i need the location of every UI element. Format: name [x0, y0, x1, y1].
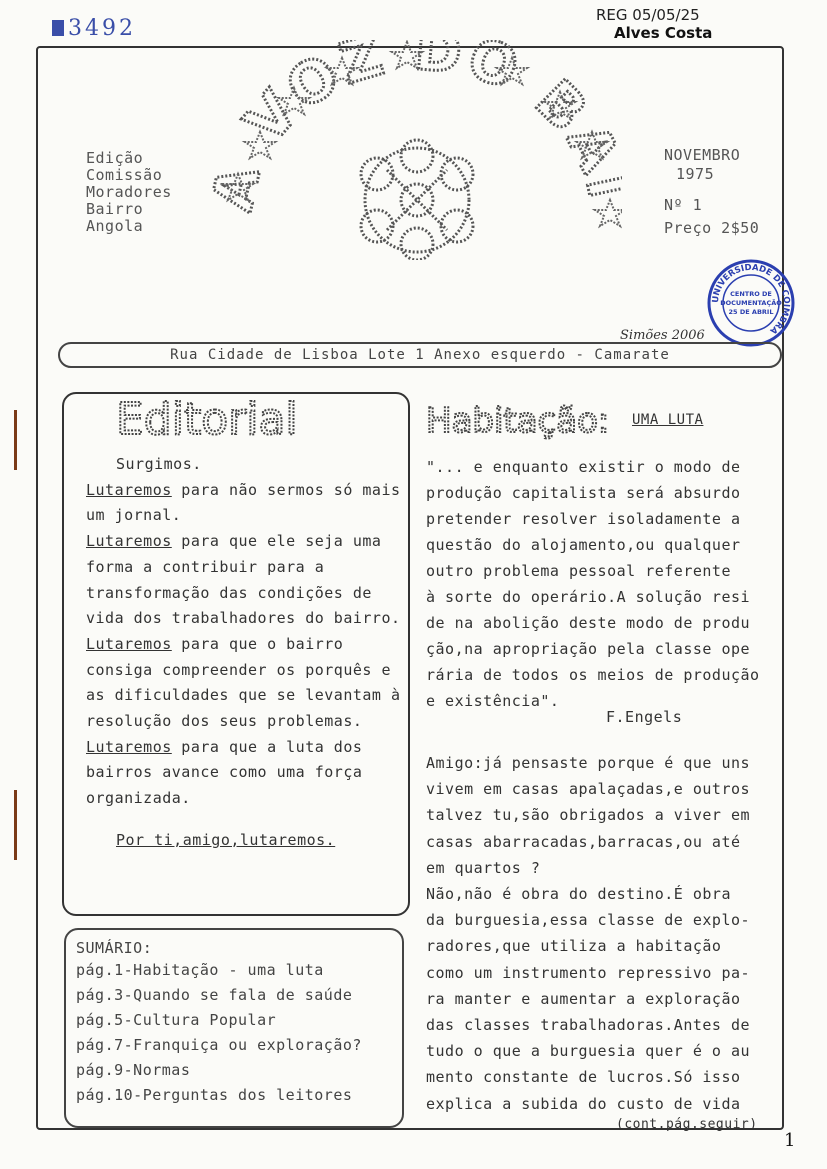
article-line: em quartos ?	[426, 858, 541, 877]
article-subtitle: UMA LUTA	[632, 412, 704, 428]
editorial-heading-text: Editorial	[116, 394, 298, 444]
archive-mark-icon	[52, 20, 64, 36]
quote-author: F.Engels	[606, 708, 683, 726]
article-line: Amigo:já pensaste porque é que uns	[426, 754, 751, 772]
article-line: talvez tu,são obrigados a viver em	[426, 806, 751, 825]
article-heading	[426, 396, 636, 446]
summary-title: SUMÁRIO:	[76, 939, 153, 957]
issue-block	[664, 146, 759, 238]
address-bar: Rua Cidade de Lisboa Lote 1 Anexo esquerdo - Camarate	[58, 342, 782, 368]
summary-item: pág.9-Normas	[76, 1061, 191, 1079]
publisher-line: Bairro	[86, 200, 144, 218]
editorial-paragraph	[86, 632, 406, 735]
paragraph-text: para que a luta dos bairros avance como uma força organizada.	[86, 737, 363, 808]
editorial-heading	[114, 392, 334, 448]
svg-text:A VOZ DO BAIRRO: VOZ DO B	[233, 40, 602, 156]
editorial-paragraph	[86, 452, 406, 478]
summary-item: pág.5-Cultura Popular	[76, 1011, 277, 1029]
publisher-line: Angola	[86, 217, 144, 235]
archive-number-text: 3492	[68, 16, 136, 41]
editorial-closing: Por ti,amigo,lutaremos.	[116, 830, 336, 849]
quote-line: ção,na apropriação pela classe ope	[426, 640, 751, 658]
article-heading-art	[426, 396, 636, 442]
publisher-line: Moradores	[86, 183, 172, 201]
editorial-heading-art	[114, 392, 334, 444]
article-line: mento constante de lucros.Só isso	[426, 1068, 741, 1087]
quote-line: pretender resolver isoladamente a	[426, 510, 741, 528]
article-line: tudo o que a burguesia quer é o au	[426, 1042, 751, 1061]
summary-body	[76, 938, 396, 1108]
article-line: das classes trabalhadoras.Antes de	[426, 1016, 751, 1035]
svg-text:CENTRO DE: CENTRO DE	[730, 290, 772, 298]
issue-price: Preço 2$50	[664, 219, 760, 237]
archive-stamp	[706, 258, 796, 348]
editorial-paragraph	[86, 478, 406, 529]
paragraph-text: para não sermos só mais um jornal.	[86, 480, 401, 525]
page-number: 1	[784, 1130, 796, 1151]
archive-number	[52, 16, 136, 41]
svg-text:UNIVERSIDADE DE COIMBRA: UNIVERSIDADE DE COIMBRA	[710, 262, 792, 336]
binder-mark-bottom	[14, 790, 17, 860]
quote-line: outro problema pessoal referente	[426, 562, 731, 580]
article-line: como um instrumento repressivo pa-	[426, 963, 751, 982]
paragraph-lead: Lutaremos	[86, 532, 172, 551]
editorial-body	[86, 452, 406, 854]
article-line: ra manter e aumentar a exploração	[426, 989, 741, 1008]
engels-quote	[426, 454, 781, 714]
quote-line: e existência".	[426, 692, 560, 710]
collection-name: Alves Costa	[614, 24, 713, 42]
quote-line: rária de todos os meios de produção	[426, 666, 760, 684]
summary-item: pág.3-Quando se fala de saúde	[76, 986, 353, 1004]
editorial-paragraph	[86, 735, 406, 812]
quote-line: à sorte do operário.A solução resi	[426, 588, 751, 606]
article-line: radores,que utiliza a habitação	[426, 937, 722, 956]
quote-line: de na abolição deste modo de produ	[426, 614, 751, 632]
article-line: da burguesia,essa classe de explo-	[426, 911, 751, 930]
summary-item: pág.1-Habitação - uma luta	[76, 961, 324, 979]
article-body	[426, 750, 781, 1133]
signature: Simões 2006	[620, 328, 705, 343]
paragraph-lead: Lutaremos	[86, 634, 172, 653]
quote-line: questão do alojamento,ou qualquer	[426, 536, 741, 554]
registration-note: REG 05/05/25	[596, 6, 700, 24]
masthead-logo	[212, 40, 622, 260]
paragraph-text: para que ele seja uma forma a contribuir para a transformação das condições de vida dos trabalhadores do bairro.	[86, 532, 401, 628]
stamp-seal	[706, 258, 796, 348]
paragraph-lead: Lutaremos	[86, 480, 172, 499]
masthead-logo-art	[212, 40, 622, 260]
continued-note: (cont.pág.seguir)	[616, 1116, 758, 1132]
article-line: explica a subida do custo de vida	[426, 1094, 741, 1113]
issue-month: NOVEMBRO	[664, 146, 741, 164]
publisher-line: Comissão	[86, 166, 163, 184]
paragraph-text: para que o bairro consiga compreender os porquês e as dificuldades que se levantam à resolução dos seus problemas.	[86, 634, 401, 731]
paragraph-lead: Lutaremos	[86, 737, 172, 756]
summary-item: pág.7-Franquiça ou exploração?	[76, 1036, 362, 1054]
article-line: vivem em casas apalaçadas,e outros	[426, 780, 751, 799]
issue-number: Nº 1	[664, 196, 703, 214]
paragraph-text: Surgimos.	[116, 455, 202, 473]
editorial-paragraph	[86, 529, 406, 632]
svg-text:25 DE ABRIL: 25 DE ABRIL	[728, 308, 774, 316]
article-line: casas abarracadas,barracas,ou até	[426, 832, 741, 851]
publisher-line: Edição	[86, 149, 144, 167]
article-line: Não,não é obra do destino.É obra	[426, 885, 731, 904]
issue-year: 1975	[676, 165, 715, 183]
quote-line: "... e enquanto existir o modo de	[426, 458, 741, 476]
binder-mark-top	[14, 410, 17, 470]
svg-text:DOCUMENTAÇÃO: DOCUMENTAÇÃO	[720, 299, 782, 307]
article-heading-text: Habitação:	[426, 401, 610, 441]
publisher-block	[86, 150, 172, 235]
summary-item: pág.10-Perguntas dos leitores	[76, 1086, 353, 1104]
quote-line: produção capitalista será absurdo	[426, 484, 741, 502]
